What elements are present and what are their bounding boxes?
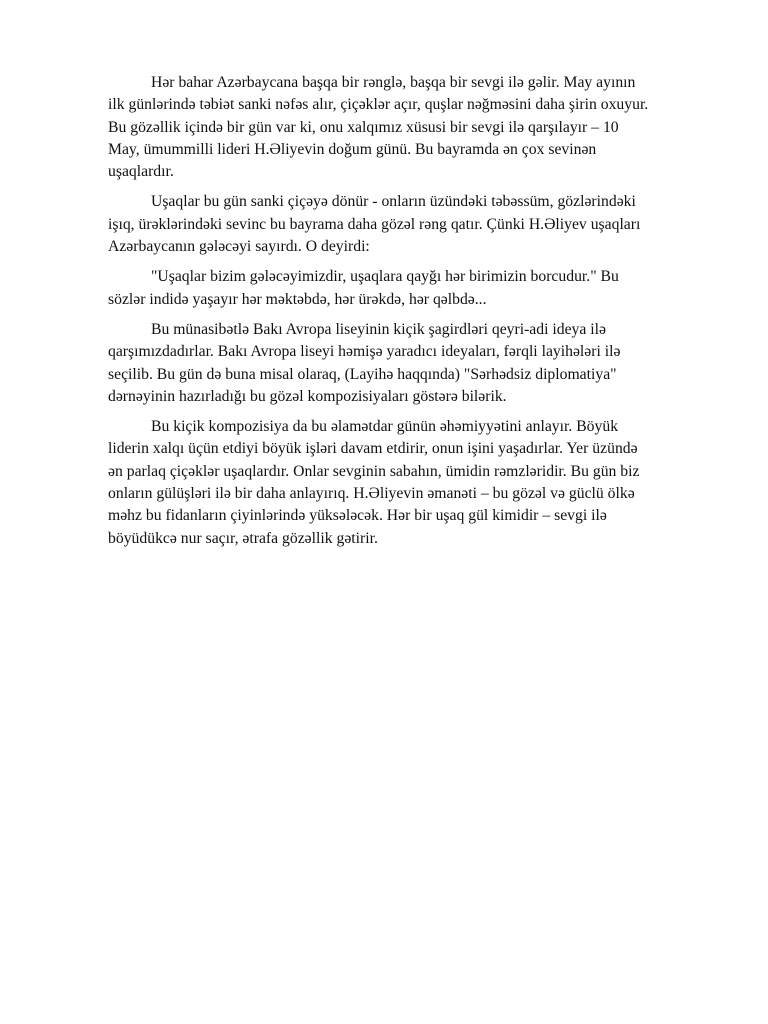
text-line: Azərbaycanın gələcəyi sayırdı. O deyirdi:: [108, 238, 370, 256]
text-line: ən parlaq çiçəklər uşaqlardır. Onlar sevginin sabahın, ümidin rəmzləridir. Bu gün biz: [108, 462, 640, 480]
text-line: Bu münasibətlə Bakı Avropa liseyinin kiçik şagirdləri qeyri-adi ideya ilə: [151, 320, 606, 338]
text-line: Hər bahar Azərbaycana başqa bir rənglə, başqa bir sevgi ilə gəlir. May ayının: [151, 74, 636, 91]
text-line: ilk günlərində təbiət sanki nəfəs alır, çiçəklər açır, quşlar nəğməsini daha şirin oxuyur.: [108, 96, 649, 114]
text-line: "Uşaqlar bizim gələcəyimizdir, uşaqlara qayğı hər birimizin borcudur." Bu: [151, 268, 619, 286]
text-line: seçilib. Bu gün də buna misal olaraq, (Layihə haqqında) "Sərhədsiz diplomatiya": [108, 365, 617, 383]
paragraph-quote: [108, 266, 718, 311]
text-line: uşaqlardır.: [108, 163, 174, 181]
text-line: May, ümummilli lideri H.Əliyevin doğum günü. Bu bayramda ən çox sevinən: [108, 140, 597, 158]
paragraph-composition: [108, 416, 718, 550]
paragraph-spring-intro: [108, 72, 718, 183]
text-line: məhz bu fidanların çiyinlərində yüksələcək. Hər bir uşaq gül kimidir – sevgi ilə: [108, 507, 607, 525]
paragraph-children-joy: [108, 191, 718, 258]
text-line: Bu kiçik kompozisiya da bu əlamətdar günün əhəmiyyətini anlayır. Böyük: [151, 418, 619, 436]
text-line: dərnəyinin hazırladığı bu gözəl kompozisiyaları göstərə bilərik.: [108, 387, 507, 405]
document-page: [108, 72, 718, 558]
text-line: Bu gözəllik içində bir gün var ki, onu xalqımız xüsusi bir sevgi ilə qarşılayır – 10: [108, 118, 619, 136]
text-line: liderin xalqı üçün etdiyi böyük işləri davam etdirir, onun işini yaşadırlar. Yer üzündə: [108, 440, 638, 458]
text-line: onların gülüşləri ilə bir daha anlayırıq. H.Əliyevin əmanəti – bu gözəl və güclü ölkə: [108, 485, 635, 503]
text-line: qarşımızdadırlar. Bakı Avropa liseyi həmişə yaradıcı ideyaları, fərqli layihələri ilə: [108, 343, 621, 361]
text-line: Uşaqlar bu gün sanki çiçəyə dönür - onların üzündəki təbəssüm, gözlərindəki: [151, 193, 636, 211]
paragraph-lyceum-project: [108, 319, 718, 408]
text-line: sözlər indidə yaşayır hər məktəbdə, hər ürəkdə, hər qəlbdə...: [108, 290, 487, 308]
text-line: böyüdükcə nur saçır, ətrafa gözəllik gətirir.: [108, 529, 378, 547]
text-line: işıq, ürəklərindəki sevinc bu bayrama daha gözəl rəng qatır. Çünki H.Əliyev uşaqları: [108, 215, 641, 233]
